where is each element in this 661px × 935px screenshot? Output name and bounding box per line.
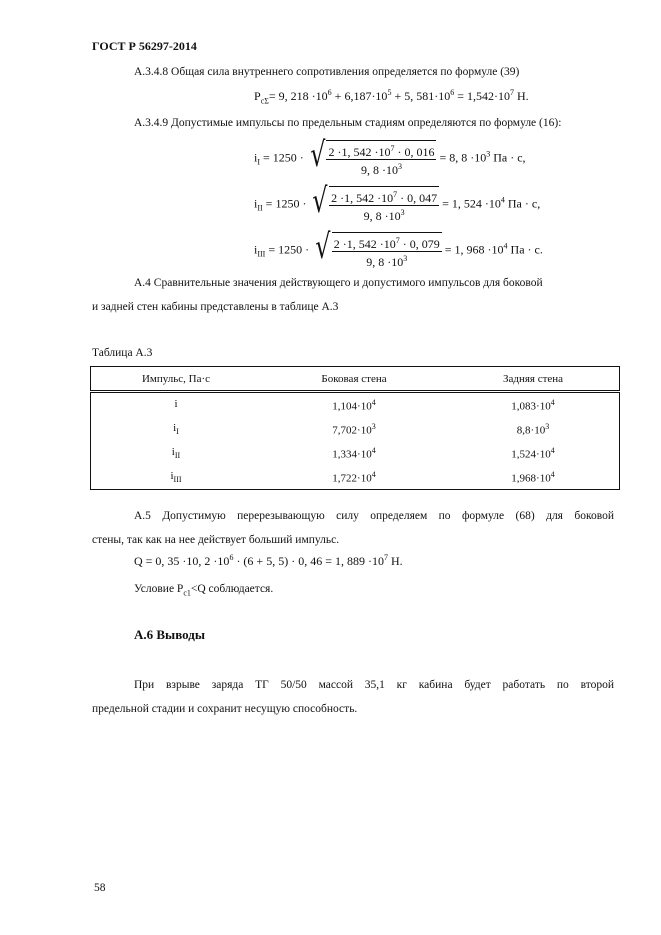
numerator: 2 ·1, 542 ·10: [333, 237, 396, 251]
value-exp: 4: [550, 397, 555, 407]
row-label-symbol: i: [173, 421, 177, 434]
row-label-sub: I: [176, 427, 179, 437]
impulse-coefficient: = 1250 ·: [262, 196, 307, 211]
column-header-back-wall: Задняя стена: [447, 367, 620, 392]
denominator-exp: 3: [397, 162, 402, 171]
row-label: [91, 465, 262, 490]
numerator-tail: · 0, 016: [394, 145, 435, 159]
shear-formula-part-b: · (6 + 5, 5) · 0, 46 = 1, 889 ·10: [233, 554, 384, 568]
impulse-coefficient: = 1250 ·: [265, 242, 310, 257]
condition-sub: c1: [183, 588, 191, 598]
value-exp: 3: [371, 421, 376, 431]
impulse-subscript: II: [257, 203, 263, 213]
result-exp: 4: [503, 241, 508, 251]
value-exp: 4: [550, 445, 555, 455]
row-label-symbol: i: [174, 397, 178, 410]
paragraph-a4-line1: А.4 Сравнительные значения действующего и допустимого импульсов для боковой: [134, 277, 543, 289]
value-exp: 4: [371, 445, 376, 455]
result-unit: Па · с,: [504, 196, 541, 211]
value-exp: 4: [371, 397, 376, 407]
formula-term-3-exp: 6: [450, 88, 455, 97]
square-root: [312, 227, 442, 269]
shear-formula-exp-b: 7: [383, 553, 388, 562]
paragraph-a5-line1: А.5 Допустимую перерезывающую силу определяем по формуле (68) для боковой: [134, 510, 614, 522]
result-exp: 3: [486, 149, 491, 159]
table-caption: Таблица А.3: [92, 347, 153, 359]
value-mantissa: 1,722·10: [332, 472, 372, 485]
impulse-subscript: I: [257, 157, 261, 167]
column-header-side-wall: Боковая стена: [261, 367, 447, 392]
impulse-symbol: i: [254, 242, 258, 257]
paragraph-a6-line2: предельной стадии и сохранит несущую способность.: [92, 703, 358, 715]
value-mantissa: 1,968·10: [511, 472, 551, 485]
square-root: [307, 135, 437, 177]
back-wall-value: [447, 392, 620, 418]
numerator-exp: 7: [393, 190, 398, 199]
table-row: [91, 417, 620, 441]
numerator: 2 ·1, 542 ·10: [331, 191, 394, 205]
impulse-subscript: III: [257, 249, 266, 259]
formula-term-2: + 6,187·10: [331, 89, 388, 103]
table-row: [91, 465, 620, 490]
formula-impulse-i1: [254, 135, 526, 177]
fraction: [326, 142, 436, 177]
paragraph-a5-line2: стены, так как на нее действует больший импульс.: [92, 534, 340, 546]
numerator-exp: 7: [390, 144, 395, 153]
side-wall-value: [261, 441, 447, 465]
row-label-sub: III: [173, 475, 182, 485]
back-wall-value: [447, 441, 620, 465]
formula-total-resistance: [254, 88, 529, 105]
row-label-symbol: i: [170, 469, 174, 482]
row-label-sub: II: [174, 451, 181, 461]
value-mantissa: 1,334·10: [332, 448, 372, 461]
row-label: [91, 417, 262, 441]
side-wall-value: [261, 392, 447, 418]
result: = 8, 8 ·10: [439, 150, 487, 165]
formula-lhs: P: [254, 89, 261, 103]
formula-shear-force: [134, 553, 403, 569]
fraction: [332, 234, 442, 269]
row-label: [91, 392, 262, 418]
radical-sign: √: [310, 135, 326, 175]
side-wall-value: [261, 465, 447, 490]
radical-sign: √: [315, 227, 331, 267]
impulse-symbol: i: [254, 150, 258, 165]
value-mantissa: 1,083·10: [511, 400, 551, 413]
section-heading-conclusions: А.6 Выводы: [134, 627, 205, 642]
numerator-tail: · 0, 079: [399, 237, 440, 251]
condition-part-a: Условие P: [134, 583, 184, 595]
formula-term-1: = 9, 218 ·10: [268, 89, 328, 103]
paragraph-a4-line2: и задней стен кабины представлены в таблице А.3: [92, 301, 339, 313]
impulse-symbol: i: [254, 196, 258, 211]
square-root: [309, 181, 439, 223]
formula-impulse-i3: [254, 227, 543, 269]
value-exp: 4: [550, 469, 555, 479]
shear-formula-exp-a: 6: [229, 553, 234, 562]
document-standard-header: ГОСТ Р 56297-2014: [92, 39, 197, 53]
formula-term-4: = 1,542·10: [454, 89, 510, 103]
formula-unit: Н.: [513, 89, 529, 103]
fraction: [329, 188, 439, 223]
denominator: 9, 8 ·10: [363, 209, 401, 223]
formula-term-2-exp: 5: [387, 88, 392, 97]
value-exp: 3: [545, 421, 550, 431]
result-exp: 4: [500, 195, 505, 205]
denominator: 9, 8 ·10: [366, 255, 404, 269]
value-mantissa: 1,104·10: [332, 400, 372, 413]
table-row: [91, 392, 620, 418]
paragraph-a348: А.3.4.8 Общая сила внутреннего сопротивления определяется по формуле (39): [134, 66, 520, 78]
column-header-impulse: Импульс, Па·с: [91, 367, 262, 392]
impulse-table: [90, 366, 620, 490]
impulse-coefficient: = 1250 ·: [260, 150, 304, 165]
numerator-exp: 7: [395, 236, 400, 245]
denominator-exp: 3: [403, 254, 408, 263]
numerator: 2 ·1, 542 ·10: [328, 145, 391, 159]
formula-term-1-exp: 6: [327, 88, 332, 97]
result: = 1, 524 ·10: [442, 196, 501, 211]
side-wall-value: [261, 417, 447, 441]
formula-term-3: + 5, 581·10: [391, 89, 451, 103]
denominator-exp: 3: [400, 208, 405, 217]
condition-statement: [134, 578, 273, 604]
shear-formula-unit: Н.: [387, 554, 403, 568]
value-mantissa: 8,8·10: [516, 424, 546, 437]
formula-impulse-i2: [254, 181, 541, 223]
paragraph-a6-line1: При взрыве заряда ТГ 50/50 массой 35,1 кг кабина будет работать по второй: [134, 679, 614, 691]
result-unit: Па · с,: [490, 150, 526, 165]
back-wall-value: [447, 417, 620, 441]
result: = 1, 968 ·10: [444, 242, 504, 257]
denominator: 9, 8 ·10: [360, 163, 398, 177]
page-number: 58: [94, 882, 106, 894]
numerator-tail: · 0, 047: [397, 191, 438, 205]
radical-sign: √: [312, 181, 328, 221]
formula-lhs-sub: cΣ: [260, 96, 269, 106]
condition-part-b: <Q соблюдается.: [190, 583, 274, 595]
paragraph-a349: А.3.4.9 Допустимые импульсы по предельным стадиям определяются по формуле (16):: [134, 117, 562, 129]
table-header-row: [91, 367, 620, 392]
value-exp: 4: [371, 469, 376, 479]
formula-term-4-exp: 7: [509, 88, 514, 97]
back-wall-value: [447, 465, 620, 490]
row-label-symbol: i: [171, 445, 175, 458]
value-mantissa: 1,524·10: [511, 448, 551, 461]
table-row: [91, 441, 620, 465]
result-unit: Па · с.: [507, 242, 543, 257]
value-mantissa: 7,702·10: [332, 424, 372, 437]
row-label: [91, 441, 262, 465]
shear-formula-part-a: Q = 0, 35 ·10, 2 ·10: [134, 554, 230, 568]
